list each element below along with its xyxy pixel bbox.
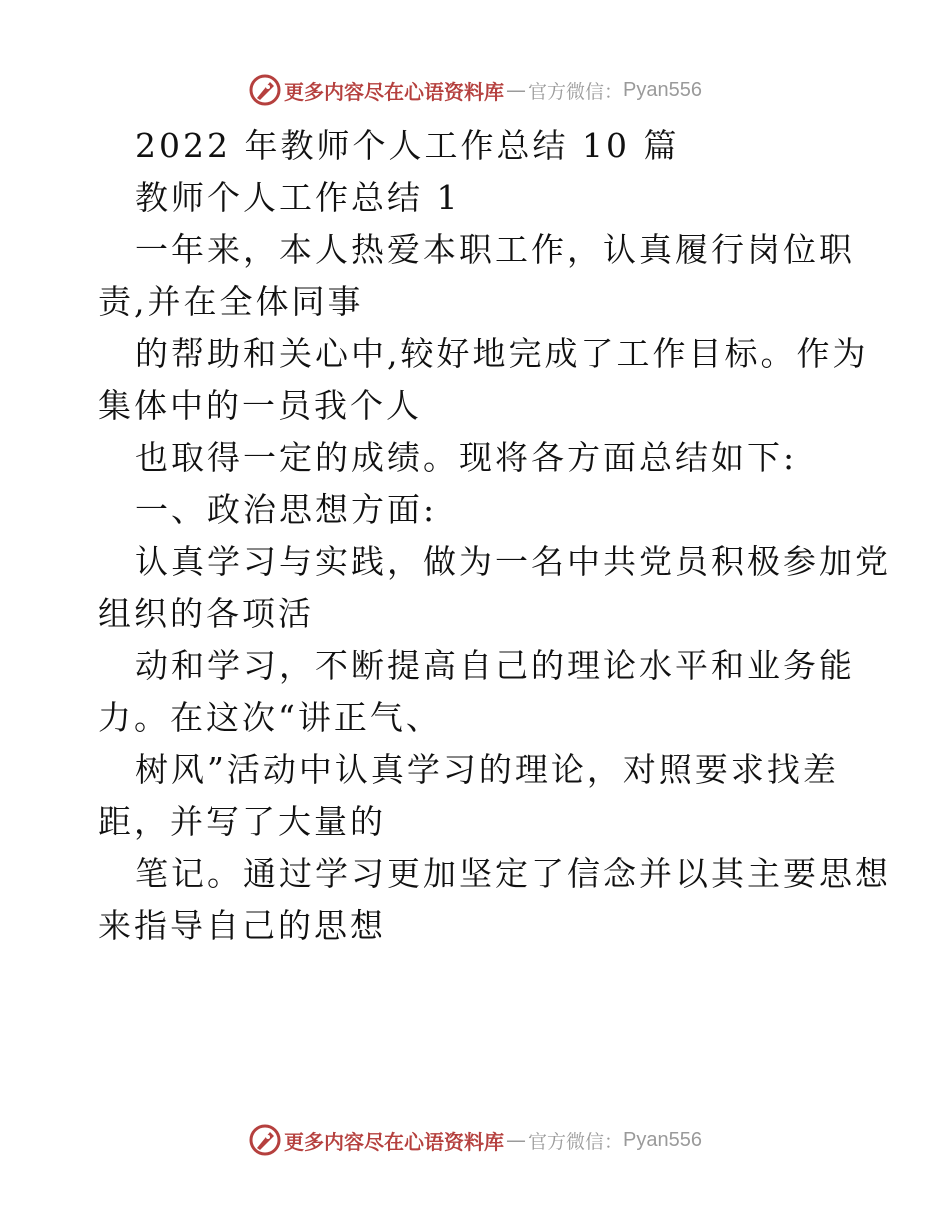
pen-nib-logo-icon (248, 73, 282, 107)
text-line: 的帮助和关心中,较好地完成了工作目标。作为 (135, 334, 869, 373)
watermark-site-text: 更多内容尽在心语资料库 (284, 79, 504, 104)
text-line: 责,并在全体同事 (98, 282, 364, 321)
watermark-wechat-id: Pyan556 (623, 1128, 702, 1151)
text-line: 距，并写了大量的 (98, 802, 386, 841)
footer-watermark (0, 1120, 950, 1160)
text-line: 来指导自己的思想 (98, 906, 386, 945)
document-subtitle: 教师个人工作总结 1 (135, 178, 461, 217)
text-line: 动和学习，不断提高自己的理论水平和业务能 (135, 646, 855, 685)
text-line: 集体中的一员我个人 (98, 386, 422, 425)
text-line: 力。在这次“讲正气、 (98, 698, 442, 737)
watermark-wechat-id: Pyan556 (623, 78, 702, 101)
document-title: 2022 年教师个人工作总结 10 篇 (135, 126, 680, 165)
document-body (98, 120, 891, 952)
pen-nib-logo-icon (248, 1123, 282, 1157)
section-heading: 一、政治思想方面: (135, 490, 438, 529)
watermark-dash: — (506, 1128, 526, 1152)
text-line: 树风”活动中认真学习的理论，对照要求找差 (135, 750, 839, 789)
text-line: 笔记。通过学习更加坚定了信念并以其主要思想 (135, 854, 891, 893)
watermark-wechat-label: 官方微信： (528, 80, 624, 103)
watermark-site-text: 更多内容尽在心语资料库 (284, 1129, 504, 1154)
text-line: 组织的各项活 (98, 594, 314, 633)
text-line: 也取得一定的成绩。现将各方面总结如下: (135, 438, 798, 477)
text-line: 一年来，本人热爱本职工作，认真履行岗位职 (135, 230, 855, 269)
header-watermark (0, 70, 950, 110)
text-line: 认真学习与实践，做为一名中共党员积极参加党 (135, 542, 891, 581)
watermark-wechat-label: 官方微信： (528, 1130, 624, 1153)
watermark-dash: — (506, 78, 526, 102)
